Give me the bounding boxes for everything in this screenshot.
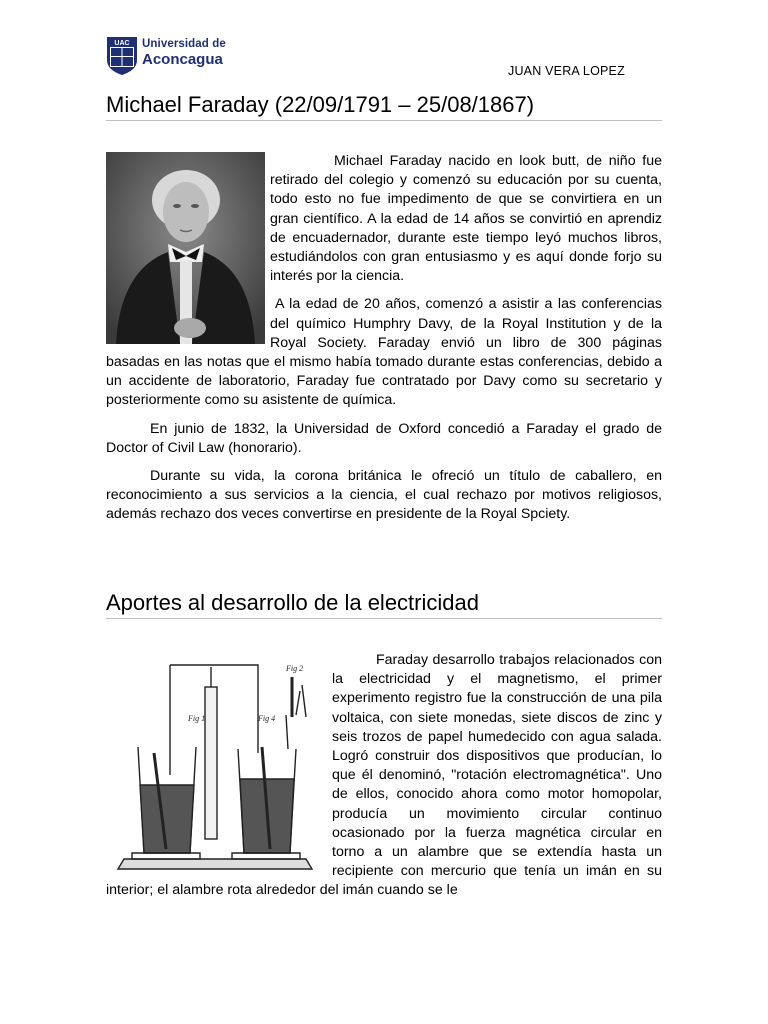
paragraph-3: En junio de 1832, la Universidad de Oxford concedió a Faraday el grado de Doctor of Civil Law (honorario).	[106, 420, 662, 456]
paragraph-2: A la edad de 20 años, comenzó a asistir a las conferencias del químico Humphry Davy, de la Royal Institution y de la Royal Society. Faraday envió un libro de 300 páginas basadas en las notas que el mismo había tomado durante estas conferencias, debido a un accidente de laboratorio, Faraday fue contratado por Davy como su secretario y posteriormente como su asistente de química.	[106, 296, 662, 409]
figure-label-2: Fig 2	[286, 664, 304, 673]
paragraph-1: Michael Faraday nacido en look butt, de niño fue retirado del colegio y comenzó su educación por su cuenta, todo esto no fue impedimento de que se convirtiera en un gran científico. A la edad de 14 años se convirtió en aprendiz de encuadernador, durante este tiempo leyó muchos libros, estudiándolos con gran entusiasmo y es aquí donde forjo su interés por la ciencia.	[270, 153, 662, 285]
contributions-section	[106, 651, 662, 910]
paragraph-4: Durante su vida, la corona británica le ofreció un título de caballero, en reconocimiento a sus servicios a la ciencia, el cual rechazo por motivos religiosos, además rechazo dos veces convertirse en presidente de la Royal Spciety.	[106, 468, 662, 523]
logo-line-2: Aconcagua	[142, 50, 223, 68]
section-title-biography: Michael Faraday (22/09/1791 – 25/08/1867)	[106, 92, 662, 121]
figure-label-4: Fig 4	[258, 714, 276, 723]
section-title-contributions: Aportes al desarrollo de la electricidad	[106, 590, 662, 619]
author-name: JUAN VERA LOPEZ	[508, 64, 625, 78]
experiment-diagram-icon	[110, 657, 322, 879]
shield-icon	[106, 36, 138, 76]
logo-line-1: Universidad de	[142, 38, 226, 50]
university-logo	[106, 36, 246, 80]
biography-section	[106, 152, 662, 534]
figure-label-1: Fig 1	[188, 714, 206, 723]
paragraph-5: Faraday desarrollo trabajos relacionados con la electricidad y el magnetismo, el primer experimento registro fue la construcción de una pila voltaica, con siete monedas, siete discos de zinc y seis trozos de papel humedecido con agua salada. Logró construir dos dispositivos que producían, lo que él denominó, "rotación electromagnética". Uno de ellos, conocido ahora como motor homopolar, producía un movimiento circular continuo ocasionado por la fuerza magnética circular en torno a un alambre que se extendía hasta un recipiente con mercurio que tenía un imán en su interior; el alambre rota alrededor del imán cuando se le	[106, 652, 662, 899]
portrait-photo-icon	[106, 152, 265, 344]
shield-text: UAC	[114, 40, 130, 47]
